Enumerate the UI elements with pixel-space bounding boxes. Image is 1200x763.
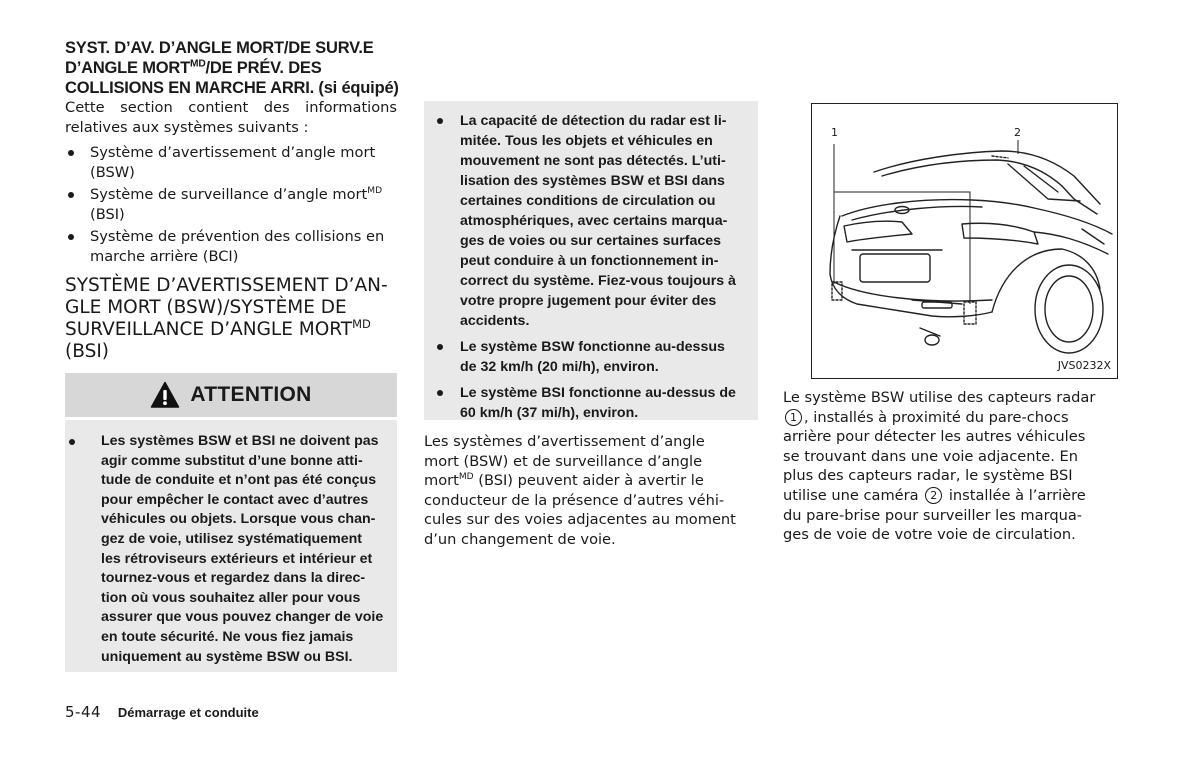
list-item-text: Système de surveillance d’angle mort [90,186,368,203]
description-paragraph [424,432,758,550]
callout-circle-2: 2 [925,487,942,504]
warning-triangle-icon [150,381,180,409]
text-line: votre propre jugement pour éviter des [460,293,717,309]
text-line: lisation des systèmes BSW et BSI dans [460,173,725,189]
callout-2: 2 [1014,126,1021,139]
attention-list [65,432,397,667]
text-line: de 32 km/h (20 mi/h), environ. [460,359,659,375]
section-title-line-3: COLLISIONS EN MARCHE ARRI. (si équipé) [65,79,399,97]
car-rear-drawing [812,104,1117,378]
text-span: mort [424,472,459,490]
chapter-title: Démarrage et conduite [117,705,259,720]
text-line: cules sur des voies adjacentes au moment [424,511,736,529]
text-line: se trouvant dans une voie adjacente. En [783,447,1078,465]
bullet-icon [68,234,74,240]
page-footer [65,703,259,721]
list-item [424,111,758,331]
list-item [65,432,397,667]
text-line: agir comme substitut d’une bonne atti- [101,452,363,469]
attention-header [65,373,397,420]
list-item [65,185,397,225]
text-line: assurer que vous pouvez changer de voie [101,609,384,626]
section-title-text: /DE PRÉV. DES [205,59,322,77]
subheading-line: SYSTÈME D’AVERTISSEMENT D’AN- [65,275,388,296]
text-line: ges de voie de votre voie de circulation. [783,526,1076,544]
notes-box [424,101,758,420]
text-line: véhicules ou objets. Lorsque vous chan- [101,511,376,528]
text-line: La capacité de détection du radar est li- [460,113,727,129]
text-line: Les systèmes d’avertissement d’angle [424,433,705,450]
bullet-icon [437,118,443,124]
text-line [783,486,1115,506]
subheading-line [65,316,397,341]
text-line: gez de voie, utilisez systématiquement [101,530,362,547]
text-line: tude de conduite et n’ont pas été conçus [101,472,377,489]
page-number: 5-44 [65,703,102,721]
text-line: arrière pour détecter les autres véhicules [783,428,1086,446]
text-line: mouvement ne sont pas détectés. L’uti- [460,153,726,169]
figure-code: JVS0232X [1057,359,1111,372]
text-line: certaines conditions de circulation ou [460,193,716,209]
bullet-icon [68,150,74,156]
text-line: mort (BSW) et de surveillance d’angle [424,452,703,470]
text-line [783,408,1115,428]
text-line: en toute sécurité. Ne vous fiez jamais [101,628,354,645]
bullet-icon [437,344,443,350]
trademark-sup: MD [190,58,206,70]
car-illustration [811,103,1118,379]
text-line: plus des capteurs radar, le système BSI [783,467,1073,485]
text-line: Le système BSI fonctionne au-dessus de [460,385,736,401]
text-line: pour empêcher le contact avec d’autres [101,491,369,508]
text-line: mitée. Tous les objets et véhicules en [460,133,713,149]
trademark-sup: MD [367,186,383,197]
text-line: correct du système. Fiez-vous toujours à [460,273,736,289]
text-line: tion où vous souhaitez aller pour vous [101,589,361,606]
text-line: Le système BSW fonctionne au-dessus [460,339,725,355]
section-title-text: D’ANGLE MORT [65,59,191,77]
trademark-sup: MD [458,472,474,483]
text-line: d’un changement de voie. [424,530,616,548]
text-line: les rétroviseurs extérieurs et intérieur et [101,550,373,567]
text-line: conducteur de la présence d’autres véhi- [424,491,725,509]
text-line: atmosphériques, avec certains marqua- [460,213,728,229]
text-line: tournez-vous et regardez dans la direc- [101,570,366,587]
systems-list [65,143,397,269]
bullet-icon [68,192,74,198]
text-line: du pare-brise pour surveiller les marqua- [783,506,1083,524]
text-line: accidents. [460,313,530,329]
list-item-text: Système d’avertissement d’angle mort (BSW) [90,144,376,181]
callout-circle-1: 1 [785,409,802,426]
section-title [65,38,397,98]
attention-title: ATTENTION [190,383,312,406]
text-line: ges de voies ou sur certaines surfaces [460,233,722,249]
text-span: utilise une caméra [783,486,924,504]
text-line [424,471,758,491]
list-item [424,383,758,423]
text-span: , installés à proximité du pare-chocs [804,408,1069,426]
list-item [65,227,397,267]
subheading-line: (BSI) [65,341,110,362]
section-title-line-1: SYST. D’AV. D’ANGLE MORT/DE SURV.E [65,39,374,57]
list-item-text: (BSI) [90,206,125,223]
section-title-line-2 [65,58,397,78]
sensor-description [783,388,1115,545]
text-span: (BSI) peuvent aider à avertir le [473,472,704,490]
notes-list [424,111,758,429]
bullet-icon [69,439,75,445]
list-item [65,143,397,183]
intro-text: Cette section contient des informations relatives aux systèmes suivants : [65,99,397,136]
subheading-text: SURVEILLANCE D’ANGLE MORT [65,319,353,340]
text-line: uniquement au système BSW ou BSI. [101,648,353,665]
text-line: 60 km/h (37 mi/h), environ. [460,405,639,421]
text-line: peut conduire à un fonctionnement in- [460,253,719,269]
trademark-sup: MD [352,316,371,331]
subheading [65,275,397,363]
callout-1: 1 [831,126,838,139]
text-line: Les systèmes BSW et BSI ne doivent pas [101,433,379,449]
list-item-text: Système de prévention des collisions en marche arrière (BCI) [90,228,385,265]
subheading-line: GLE MORT (BSW)/SYSTÈME DE [65,297,347,318]
attention-box [65,373,397,672]
text-line: Le système BSW utilise des capteurs radar [783,389,1096,406]
bullet-icon [437,390,443,396]
list-item [424,337,758,377]
text-span: installée à l’arrière [944,486,1086,504]
